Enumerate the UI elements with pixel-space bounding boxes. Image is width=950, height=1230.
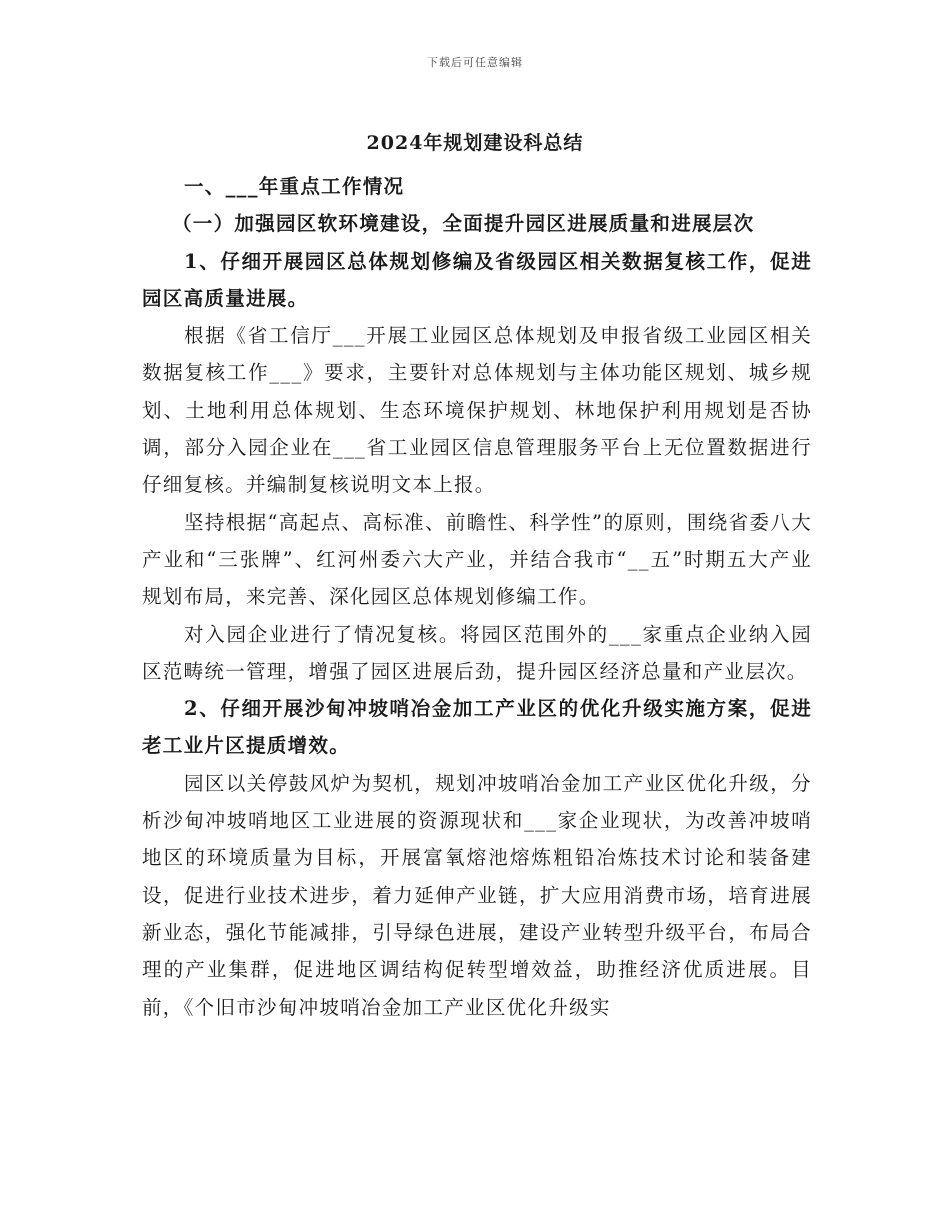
subsection-heading: （一）加强园区软环境建设，全面提升园区进展质量和进展层次 <box>172 212 755 236</box>
section-heading: 一、___年重点工作情况 <box>184 175 405 198</box>
paragraph-4: 园区以关停鼓风炉为契机，规划冲坡哨冶金加工产业区优化升级，分析沙甸冲坡哨地区工业进展的资源现状和___家企业现状，为改善冲坡哨地区的环境质量为目标，开展富氧熔池熔炼粗铅冶炼技术讨论和装备建设，促进行业技术进步，着力延伸产业链，扩大应用消费市场，培育进展新业态，强化节能减排，引导绿色进展，建设产业转型升级平台，布局合理的产业集群，促进地区调结构促转型增效益，助推经济优质进展。目前，《个旧市沙甸冲坡哨冶金加工产业区优化升级实 <box>142 771 812 1019</box>
document-title: 2024年规划建设科总结 <box>366 132 584 154</box>
header-note: 下载后可任意编辑 <box>427 56 523 69</box>
document-body <box>142 168 812 1026</box>
item-heading-1: 1、仔细开展园区总体规划修编及省级园区相关数据复核工作，促进园区高质量进展。 <box>142 249 812 310</box>
item-heading-2: 2、仔细开展沙甸冲坡哨冶金加工产业区的优化升级实施方案，促进老工业片区提质增效。 <box>142 697 812 758</box>
paragraph-2: 坚持根据“高起点、高标准、前瞻性、科学性”的原则，围绕省委八大产业和“三张牌”、红河州委六大产业，并结合我市“__五”时期五大产业规划布局，来完善、深化园区总体规划修编工作。 <box>142 510 812 609</box>
paragraph-1: 根据《省工信厅___开展工业园区总体规划及申报省级工业园区相关数据复核工作___》要求，主要针对总体规划与主体功能区规划、城乡规划、土地利用总体规划、生态环境保护规划、林地保护利用规划是否协调，部分入园企业在___省工业园区信息管理服务平台上无位置数据进行仔细复核。并编制复核说明文本上报。 <box>142 324 812 497</box>
paragraph-3: 对入园企业进行了情况复核。将园区范围外的___家重点企业纳入园区范畴统一管理，增强了园区进展后劲，提升园区经济总量和产业层次。 <box>142 622 812 683</box>
